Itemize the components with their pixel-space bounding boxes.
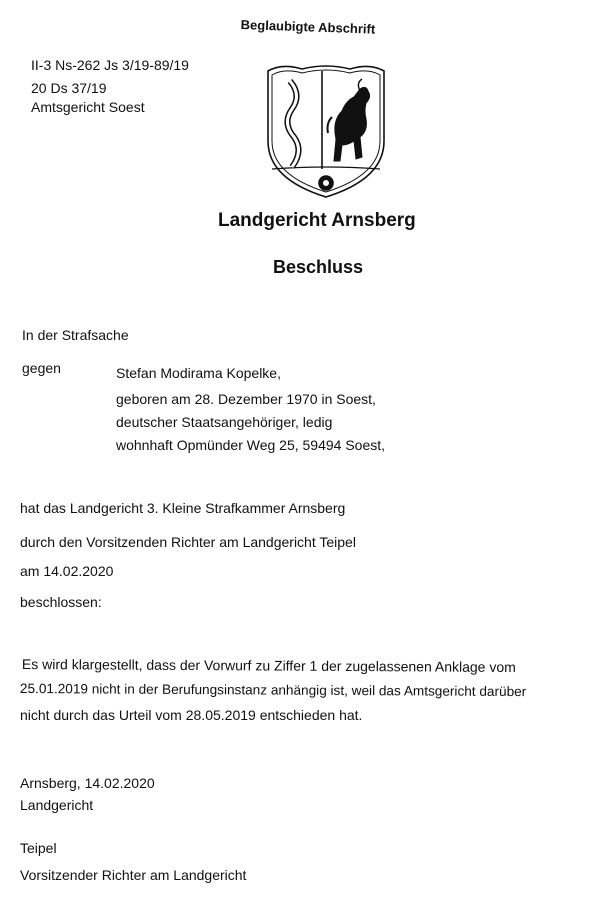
defendant-line-1: Stefan Modirama Kopelke,: [116, 365, 281, 381]
place-date: Arnsberg, 14.02.2020: [20, 775, 155, 791]
file-number-primary: II-3 Ns-262 Js 3/19-89/19: [31, 57, 189, 73]
ruling-line-1: Es wird klargestellt, dass der Vorwurf zu Ziffer 1 der zugelassenen Anklage vom: [21, 656, 516, 676]
signature-court: Landgericht: [20, 797, 94, 813]
ruling-line-2: 25.01.2019 nicht in der Berufungsinstanz anhängig ist, weil das Amtsgericht darüber: [19, 681, 527, 700]
judge-name: Teipel: [20, 840, 57, 856]
procedure-line-3: am 14.02.2020: [20, 563, 114, 579]
certification-label: Beglaubigte Abschrift: [240, 16, 376, 37]
lower-court-name: Amtsgericht Soest: [31, 99, 145, 115]
file-number-secondary: 20 Ds 37/19: [31, 80, 107, 96]
nrw-coat-of-arms-icon: [262, 61, 390, 201]
judge-title: Vorsitzender Richter am Landgericht: [20, 867, 247, 883]
case-intro: In der Strafsache: [22, 327, 129, 343]
ruling-line-3: nicht durch das Urteil vom 28.05.2019 entschieden hat.: [20, 707, 363, 723]
against-label: gegen: [22, 360, 61, 376]
court-name-heading: Landgericht Arnsberg: [218, 210, 416, 231]
procedure-line-1: hat das Landgericht 3. Kleine Strafkammer Arnsberg: [20, 500, 346, 516]
procedure-line-2: durch den Vorsitzenden Richter am Landgericht Teipel: [20, 534, 356, 550]
defendant-line-2: geboren am 28. Dezember 1970 in Soest,: [116, 391, 376, 407]
defendant-line-3: deutscher Staatsangehöriger, ledig: [116, 414, 333, 430]
defendant-line-4: wohnhaft Opmünder Weg 25, 59494 Soest,: [116, 437, 386, 453]
procedure-line-4: beschlossen:: [20, 594, 102, 610]
decision-type-heading: Beschluss: [273, 257, 364, 277]
